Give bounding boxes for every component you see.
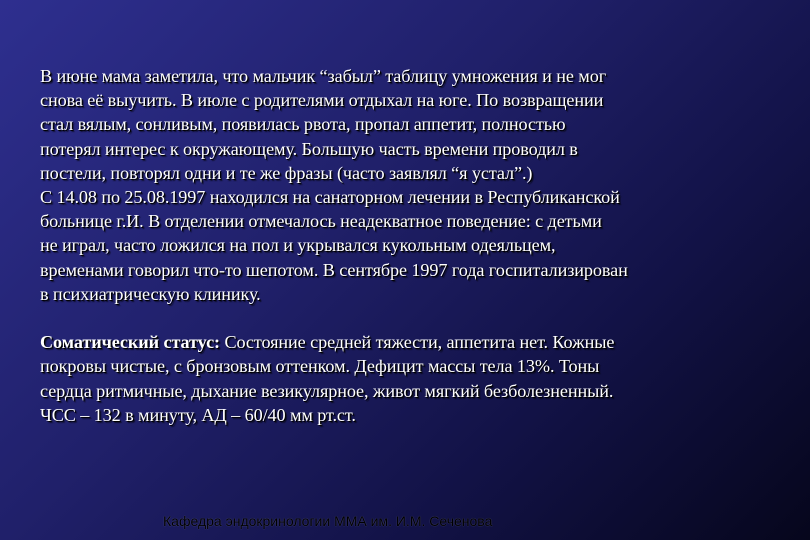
text-line: покровы чистые, с бронзовым оттенком. Дефицит массы тела 13%. Тоны: [40, 356, 600, 377]
somatic-status-heading: Соматический статус:: [40, 332, 220, 353]
text-line: В июне мама заметила, что мальчик “забыл” таблицу умножения и не мог: [40, 66, 607, 86]
text-line: ЧСС – 132 в минуту, АД – 60/40 мм рт.ст.: [40, 404, 356, 425]
text-line: С 14.08 по 25.08.1997 находился на санаторном лечении в Республиканской: [40, 187, 620, 208]
text-line: стал вялым, сонливым, появилась рвота, пропал аппетит, полностью: [40, 114, 566, 135]
slide-body-text: [40, 64, 760, 427]
footer-department: Кафедра эндокринологии ММА им. И.М. Сеченова: [163, 513, 493, 529]
text-line: потерял интерес к окружающему. Большую часть времени проводил в: [40, 138, 578, 159]
text-line: не играл, часто ложился на пол и укрывался кукольным одеяльцем,: [40, 235, 556, 256]
somatic-status-text: Состояние средней тяжести, аппетита нет. Кожные: [220, 332, 615, 353]
text-line: больнице г.И. В отделении отмечалось неадекватное поведение: с детьми: [40, 211, 602, 232]
text-line: снова её выучить. В июле с родителями отдыхал на юге. По возвращении: [40, 90, 604, 111]
text-line: [40, 330, 760, 354]
text-line: временами говорил что-то шепотом. В сентябре 1997 года госпитализирован: [40, 259, 628, 280]
text-line: постели, повторял одни и те же фразы (часто заявлял “я устал”.): [40, 162, 533, 183]
paragraph-spacer: [40, 306, 760, 330]
text-line: в психиатрическую клинику.: [40, 283, 261, 304]
anamnesis-paragraph: [40, 64, 760, 306]
text-line: сердца ритмичные, дыхание везикулярное, живот мягкий безболезненный.: [40, 380, 614, 401]
somatic-status-paragraph: [40, 330, 760, 427]
